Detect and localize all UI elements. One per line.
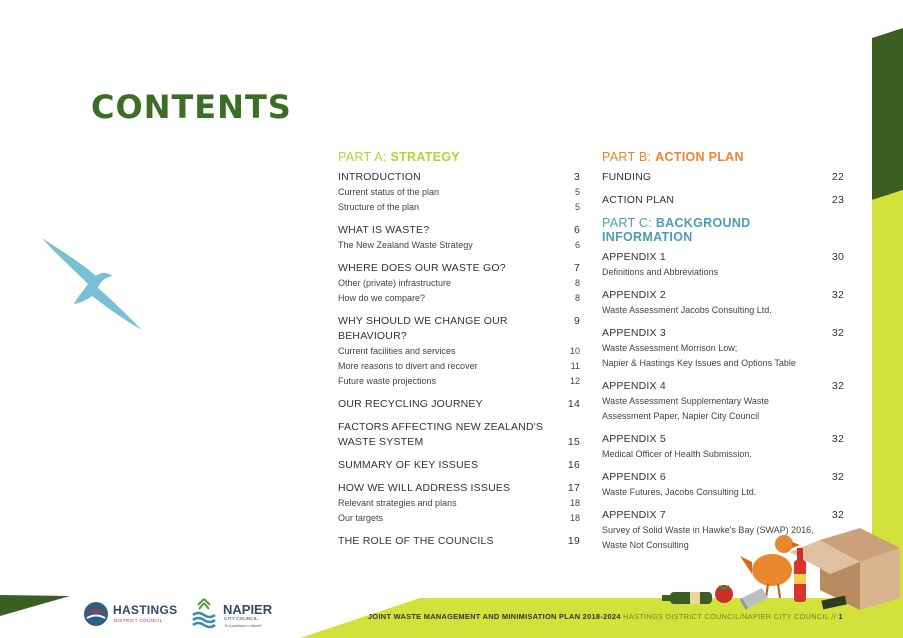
napier-sub: CITY COUNCIL	[224, 617, 258, 622]
toc-entry[interactable]	[602, 508, 844, 523]
toc-entry[interactable]	[602, 485, 844, 500]
toc-entry[interactable]	[338, 276, 580, 291]
napier-emblem-icon	[190, 597, 218, 629]
toc-entry-label: Future waste projections	[338, 376, 437, 386]
toc-entry-label: APPENDIX 5	[602, 433, 666, 445]
toc-entry[interactable]	[338, 344, 580, 359]
toc-entry-label: FUNDING	[602, 171, 652, 183]
toc-group	[602, 432, 844, 462]
toc-entry-label: APPENDIX 6	[602, 471, 666, 483]
toc-entry[interactable]	[602, 193, 844, 208]
contents-column-a	[338, 150, 580, 557]
toc-entry[interactable]	[338, 170, 580, 185]
toc-entry-label: More reasons to divert and recover	[338, 361, 478, 371]
toc-entry-label: APPENDIX 7	[602, 509, 666, 521]
toc-group	[338, 314, 580, 389]
toc-entry-page: 7	[573, 262, 580, 274]
toc-entry-label: INTRODUCTION	[338, 171, 421, 183]
toc-group	[338, 170, 580, 215]
toc-entry-label: Assessment Paper, Napier City Council	[602, 411, 760, 421]
toc-entry-page: 32	[831, 327, 844, 339]
toc-entry-label: HOW WE WILL ADDRESS ISSUES	[338, 482, 511, 494]
toc-entry[interactable]	[338, 534, 580, 549]
toc-entry-label: Medical Officer of Health Submission.	[602, 449, 752, 459]
toc-entry-page: 32	[831, 433, 844, 445]
part-a-title: STRATEGY	[390, 150, 460, 164]
toc-group	[602, 288, 844, 318]
part-a-list	[338, 170, 580, 549]
toc-entry[interactable]	[338, 435, 580, 450]
toc-entry[interactable]	[338, 458, 580, 473]
toc-entry-page: 14	[567, 398, 580, 410]
toc-entry[interactable]	[602, 326, 844, 341]
part-c-title: BACKGROUND INFORMATION	[602, 216, 751, 244]
toc-entry[interactable]	[602, 341, 844, 356]
toc-entry-page: 16	[567, 459, 580, 471]
toc-entry-label: APPENDIX 1	[602, 251, 666, 263]
toc-entry[interactable]	[338, 314, 580, 344]
footer-page-number: 1	[838, 612, 843, 621]
toc-group	[602, 508, 844, 553]
part-b-title: ACTION PLAN	[655, 150, 744, 164]
toc-entry[interactable]	[602, 288, 844, 303]
toc-entry-page: 23	[831, 194, 844, 206]
toc-entry-page: 3	[573, 171, 580, 183]
part-c-list	[602, 250, 844, 553]
toc-group	[602, 470, 844, 500]
toc-entry-label: Survey of Solid Waste in Hawke's Bay (SWAP) 2016,	[602, 525, 814, 535]
toc-entry-page: 6	[573, 224, 580, 236]
toc-entry-label: THE ROLE OF THE COUNCILS	[338, 535, 494, 547]
toc-entry[interactable]	[602, 409, 844, 424]
footer-plan-title: JOINT WASTE MANAGEMENT AND MINIMISATION PLAN 2018-2024	[368, 612, 621, 621]
footer-councils: HASTINGS DISTRICT COUNCIL/NAPIER CITY COUNCIL	[623, 612, 830, 621]
toc-entry-page: 18	[569, 513, 580, 523]
toc-entry-label: Other (private) infrastructure	[338, 278, 452, 288]
toc-group	[602, 379, 844, 424]
part-b-prefix: PART B:	[602, 150, 652, 164]
toc-group	[338, 534, 580, 549]
toc-group	[338, 223, 580, 253]
toc-entry-label: Waste Assessment Supplementary Waste	[602, 396, 769, 406]
hastings-name: HASTINGS	[113, 603, 178, 617]
toc-group	[338, 420, 580, 450]
toc-entry-label: OUR RECYCLING JOURNEY	[338, 398, 483, 410]
toc-entry-label: WHY SHOULD WE CHANGE OUR BEHAVIOUR?	[338, 315, 508, 342]
toc-entry-label: Waste Futures, Jacobs Consulting Ltd.	[602, 487, 757, 497]
toc-entry[interactable]	[602, 303, 844, 318]
footer-separator: //	[831, 612, 837, 621]
toc-entry[interactable]	[602, 538, 844, 553]
toc-entry-page: 12	[569, 376, 580, 386]
hastings-logo	[83, 601, 183, 629]
toc-entry-label: ACTION PLAN	[602, 194, 675, 206]
toc-entry-page: 10	[569, 346, 580, 356]
toc-entry-label: WASTE SYSTEM	[338, 436, 424, 448]
toc-entry[interactable]	[338, 185, 580, 200]
toc-entry-page: 19	[567, 535, 580, 547]
toc-entry-page: 32	[831, 471, 844, 483]
toc-entry-label: Napier & Hastings Key Issues and Options Table	[602, 358, 796, 368]
toc-entry[interactable]	[338, 397, 580, 412]
toc-group	[338, 261, 580, 306]
right-dark-band	[872, 28, 903, 200]
toc-group	[338, 458, 580, 473]
toc-entry[interactable]	[338, 200, 580, 215]
toc-entry[interactable]	[338, 238, 580, 253]
toc-entry[interactable]	[602, 356, 844, 371]
toc-entry-page: 17	[567, 482, 580, 494]
hastings-emblem-icon	[83, 601, 109, 627]
toc-entry[interactable]	[602, 394, 844, 409]
toc-entry[interactable]	[338, 223, 580, 238]
toc-entry-page: 5	[574, 187, 580, 197]
toc-group	[602, 326, 844, 371]
toc-entry-page: 6	[574, 240, 580, 250]
napier-name: NAPIER	[223, 602, 273, 617]
tomato-icon	[715, 585, 733, 603]
toc-entry[interactable]	[602, 250, 844, 265]
toc-entry[interactable]	[602, 432, 844, 447]
toc-entry[interactable]	[338, 359, 580, 374]
toc-entry-label: Waste Assessment Jacobs Consulting Ltd.	[602, 305, 772, 315]
toc-entry[interactable]	[338, 420, 580, 435]
bottom-left-dark-wedge	[0, 595, 70, 616]
toc-entry-label: The New Zealand Waste Strategy	[338, 240, 473, 250]
toc-entry-label: Current facilities and services	[338, 346, 456, 356]
toc-entry[interactable]	[338, 496, 580, 511]
toc-entry[interactable]	[602, 523, 844, 538]
toc-entry-label: WHAT IS WASTE?	[338, 224, 430, 236]
toc-group	[602, 193, 844, 208]
toc-entry[interactable]	[338, 481, 580, 496]
toc-entry-page: 8	[574, 293, 580, 303]
toc-group	[602, 250, 844, 280]
toc-entry-page: 32	[831, 289, 844, 301]
toc-entry-label: FACTORS AFFECTING NEW ZEALAND'S	[338, 421, 544, 433]
toc-entry-label: Current status of the plan	[338, 187, 440, 197]
contents-column-b	[602, 150, 844, 561]
toc-entry-page: 22	[831, 171, 844, 183]
toc-entry-label: Waste Assessment Morrison Low;	[602, 343, 738, 353]
toc-entry-label: Our targets	[338, 513, 384, 523]
toc-entry-page: 11	[570, 361, 580, 371]
toc-entry-page: 18	[569, 498, 580, 508]
bird-icon	[42, 238, 142, 330]
toc-entry-page: 32	[831, 509, 844, 521]
toc-entry-page: 30	[831, 251, 844, 263]
toc-entry-label: Relevant strategies and plans	[338, 498, 457, 508]
toc-entry-page: 9	[573, 315, 580, 327]
toc-group	[338, 397, 580, 412]
part-b-heading	[602, 150, 844, 164]
toc-entry-label: WHERE DOES OUR WASTE GO?	[338, 262, 506, 274]
toc-entry-label: Waste Not Consulting	[602, 540, 689, 550]
toc-entry[interactable]	[338, 261, 580, 276]
toc-entry-label: How do we compare?	[338, 293, 426, 303]
toc-entry-label: APPENDIX 3	[602, 327, 666, 339]
toc-entry-label: APPENDIX 4	[602, 380, 666, 392]
part-c-heading	[602, 216, 844, 244]
napier-tagline: Te Kaunihera o Ahuriri	[224, 624, 262, 628]
part-a-prefix: PART A:	[338, 150, 387, 164]
toc-entry-label: SUMMARY OF KEY ISSUES	[338, 459, 479, 471]
toc-group	[602, 170, 844, 185]
toc-entry[interactable]	[338, 374, 580, 389]
page-title: CONTENTS	[91, 88, 292, 126]
toc-entry[interactable]	[602, 170, 844, 185]
toc-group	[338, 481, 580, 526]
toc-entry[interactable]	[338, 291, 580, 306]
toc-entry-page: 8	[574, 278, 580, 288]
part-c-prefix: PART C:	[602, 216, 653, 230]
toc-entry[interactable]	[602, 470, 844, 485]
toc-entry[interactable]	[338, 511, 580, 526]
part-a-heading	[338, 150, 580, 164]
toc-entry[interactable]	[602, 379, 844, 394]
toc-entry-page: 32	[831, 380, 844, 392]
toc-entry-page: 5	[574, 202, 580, 212]
part-b-list	[602, 170, 844, 208]
hastings-sub: DISTRICT COUNCIL	[114, 618, 163, 623]
toc-entry-page: 15	[567, 436, 580, 448]
toc-entry[interactable]	[602, 447, 844, 462]
toc-entry-label: Definitions and Abbreviations	[602, 267, 719, 277]
napier-logo	[190, 597, 285, 633]
toc-entry-label: Structure of the plan	[338, 202, 420, 212]
toc-entry-label: APPENDIX 2	[602, 289, 666, 301]
toc-entry[interactable]	[602, 265, 844, 280]
footer	[368, 612, 843, 621]
